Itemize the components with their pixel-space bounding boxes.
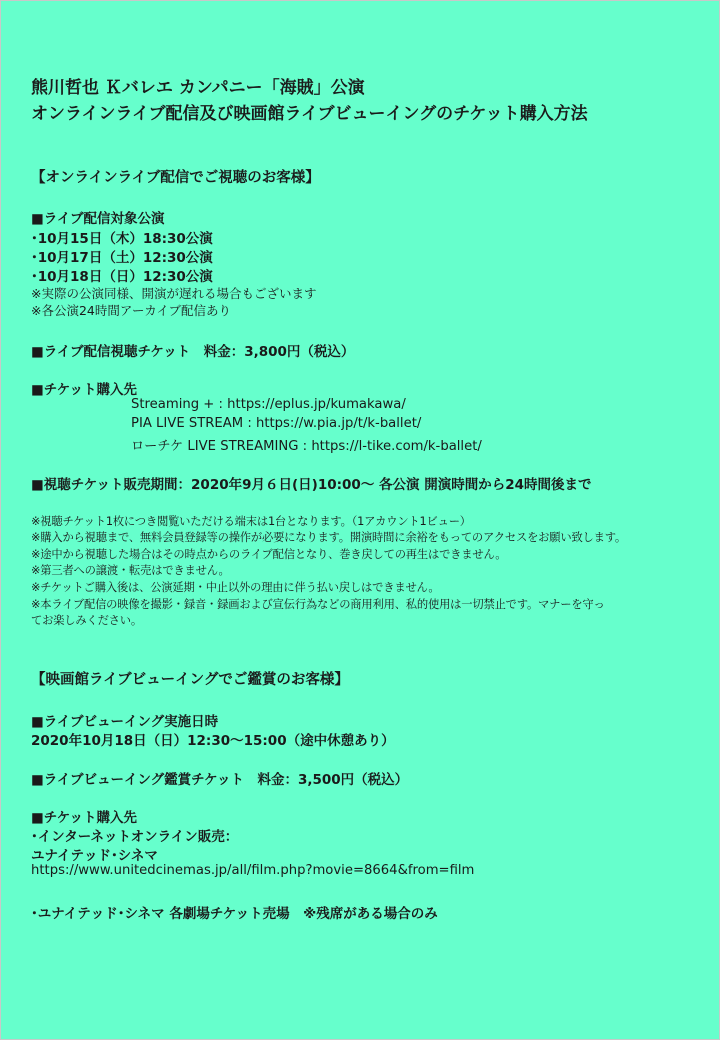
online-date-3: ･10月18日（日）12:30公演	[31, 269, 213, 285]
fine-print-6: ※本ライブ配信の映像を撮影・録音・録画および宣伝行為などの商用利用、私的使用は一切禁止です。マナーを守っ	[31, 598, 605, 611]
cinema-box-office: ･ユナイテッド･シネマ 各劇場チケット売場 ※残席がある場合のみ	[31, 906, 438, 922]
online-target-heading: ■ライブ配信対象公演	[31, 211, 165, 227]
link-united-cinemas[interactable]: https://www.unitedcinemas.jp/all/film.php?movie=8664&from=film	[31, 863, 475, 878]
cinema-ticket-price: ■ライブビューイング鑑賞チケット 料金：3,500円（税込）	[31, 772, 409, 788]
cinema-date-value: 2020年10月18日（日）12:30～15:00（途中休憩あり）	[31, 733, 395, 749]
link-lawson-ticket[interactable]: ローチケ LIVE STREAMING : https://l-tike.com/k-ballet/	[131, 439, 482, 454]
online-sale-period: ■視聴チケット販売期間：2020年9月６日(日)10:00～ 各公演 開演時間から24時間後まで	[31, 477, 592, 493]
fine-print-1: ※視聴チケット1枚につき閲覧いただける端末は1台となります。（1アカウント1ビュー）	[31, 515, 471, 528]
online-note-1: ※実際の公演同様、開演が遅れる場合もございます	[31, 286, 317, 301]
online-section-heading: 【オンラインライブ配信でご視聴のお客様】	[31, 170, 320, 186]
online-note-2: ※各公演24時間アーカイブ配信あり	[31, 303, 232, 318]
cinema-company: ユナイテッド･シネマ	[31, 848, 158, 864]
page-title-line2: オンラインライブ配信及び映画館ライブビューイングのチケット購入方法	[31, 104, 588, 124]
cinema-online-sales: ･インターネットオンライン販売：	[31, 829, 239, 845]
fine-print-4: ※第三者への譲渡・転売はできません。	[31, 564, 230, 577]
link-pia-live-stream[interactable]: PIA LIVE STREAM : https://w.pia.jp/t/k-ballet/	[131, 416, 422, 431]
link-streaming-plus[interactable]: Streaming + : https://eplus.jp/kumakawa/	[131, 397, 406, 412]
online-date-1: ･10月15日（木）18:30公演	[31, 231, 213, 247]
online-ticket-price: ■ライブ配信視聴チケット 料金：3,800円（税込）	[31, 344, 355, 360]
fine-print-5: ※チケットご購入後は、公演延期・中止以外の理由に伴う払い戻しはできません。	[31, 581, 440, 594]
fine-print-2: ※購入から視聴まで、無料会員登録等の操作が必要になります。開演時間に余裕をもってのアクセスをお願い致します。	[31, 531, 627, 544]
online-date-2: ･10月17日（土）12:30公演	[31, 250, 213, 266]
cinema-purchase-heading: ■チケット購入先	[31, 810, 138, 826]
cinema-date-heading: ■ライブビューイング実施日時	[31, 714, 219, 730]
cinema-section-heading: 【映画館ライブビューイングでご鑑賞のお客様】	[31, 672, 349, 688]
fine-print-7: てお楽しみください。	[31, 614, 142, 627]
fine-print-3: ※途中から視聴した場合はその時点からのライブ配信となり、巻き戻しての再生はできません。	[31, 548, 507, 561]
online-purchase-heading: ■チケット購入先	[31, 382, 138, 398]
page-title-line1: 熊川哲也 Ｋバレエ カンパニー「海賊」公演	[31, 78, 365, 98]
